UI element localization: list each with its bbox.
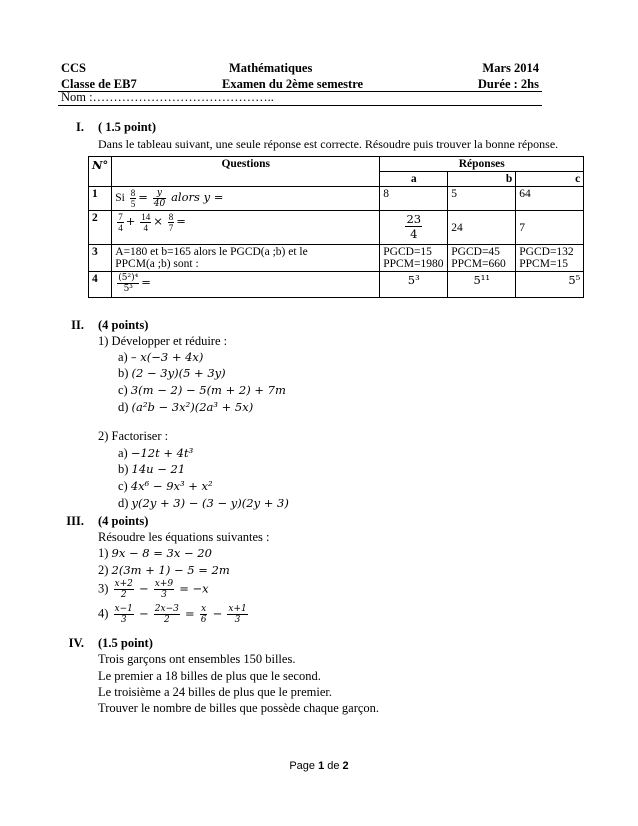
answer-1c: 64 <box>516 187 584 211</box>
name-field: Nom :…………………………………….. <box>61 90 274 104</box>
table-header-row <box>89 157 584 172</box>
question-1: Si $\frac{8}{5}$ = $\frac{y}{40}$ alors y = <box>112 187 380 211</box>
question-3: A=180 et b=165 alors le PGCD(a ;b) et le PPCM(a ;b) sont : <box>112 245 380 272</box>
factor-title: 2) Factoriser : <box>98 429 169 443</box>
develop-item: c) 3(m − 2) − 5(m + 2) + 7m <box>118 383 286 397</box>
factor-item: d) y(2y + 3) − (3 − y)(2y + 3) <box>118 496 289 510</box>
equation-2: 2) 2(3m + 1) − 5 = 2m <box>98 563 230 577</box>
answer-3a: PGCD=15 PPCM=1980 <box>380 245 448 272</box>
table-row <box>89 211 584 245</box>
col-b: b <box>448 172 516 187</box>
section-4-number: IV. <box>68 636 84 650</box>
col-a: a <box>380 172 448 187</box>
page-footer: Page 1 de 2 <box>289 760 349 772</box>
name-divider <box>58 105 542 106</box>
factor-item: c) 4x⁶ − 9x³ + x² <box>118 479 213 493</box>
answer-3b: PGCD=45 PPCM=660 <box>448 245 516 272</box>
exam-title: Examen du 2ème semestre <box>222 77 364 91</box>
section-1-instruction: Dans le tableau suivant, une seule réponse est correcte. Résoudre puis trouver la bonne réponse. <box>98 137 559 151</box>
answer-1b: 5 <box>448 187 516 211</box>
develop-item: b) (2 − 3y)(5 + 3y) <box>118 366 226 380</box>
exam-duration: Durée : 2hs <box>477 77 539 91</box>
problem-line: Le premier a 18 billes de plus que le second. <box>98 669 321 683</box>
answer-2b: 24 <box>448 211 516 245</box>
col-questions: Questions <box>112 157 380 187</box>
page-total: 2 <box>342 760 349 772</box>
col-number: N° <box>89 157 112 187</box>
equation-4: 4) $\frac{x-1}{3}$ − $\frac{2x-3}{2}$ = $\frac{x}{6}$ − $\frac{x+1}{3}$ <box>98 604 247 625</box>
answer-4a: 5³ <box>380 272 448 298</box>
answer-4c: 5⁵ <box>516 272 584 298</box>
table-row <box>89 272 584 298</box>
question-2: $\frac{7}{4}$ + $\frac{14}{4}$ × $\frac{8}{7}$ = <box>112 211 380 245</box>
answer-2c: 7 <box>516 211 584 245</box>
problem-line: Trois garçons ont ensembles 150 billes. <box>98 652 296 666</box>
qcm-table <box>88 156 584 298</box>
table-row <box>89 245 584 272</box>
question-4: $\frac{\text{(5²)⁴}}{\text{5³}}$ = <box>112 272 380 298</box>
exam-date: Mars 2014 <box>482 61 539 75</box>
section-4-points: (1.5 point) <box>98 636 153 650</box>
problem-line: Trouver le nombre de billes que possède chaque garçon. <box>98 701 380 715</box>
page-number: 1 <box>318 760 325 772</box>
develop-item: d) (a²b − 3x²)(2a³ + 5x) <box>118 400 254 414</box>
answer-2a: $\frac{23}{4}$ <box>380 211 448 245</box>
row-number: 3 <box>89 245 112 272</box>
section-3-instruction: Résoudre les équations suivantes : <box>98 530 270 544</box>
equation-1: 1) 9x − 8 = 3x − 20 <box>98 546 212 560</box>
section-2-number: II. <box>71 318 84 332</box>
row-number: 1 <box>89 187 112 211</box>
factor-item: a) −12t + 4t³ <box>118 446 194 460</box>
section-3-points: (4 points) <box>98 514 149 528</box>
row-number: 2 <box>89 211 112 245</box>
col-c: c <box>516 172 584 187</box>
answer-3c: PGCD=132 PPCM=15 <box>516 245 584 272</box>
school-name: CCS <box>61 61 87 75</box>
develop-title: 1) Développer et réduire : <box>98 334 228 348</box>
answer-4b: 5¹¹ <box>448 272 516 298</box>
section-1-points: ( 1.5 point) <box>98 120 156 134</box>
row-number: 4 <box>89 272 112 298</box>
col-reponses: Réponses <box>380 157 584 172</box>
class-name: Classe de EB7 <box>61 77 137 91</box>
subject: Mathématiques <box>229 61 313 75</box>
develop-item: a) – x(−3 + 4x) <box>118 350 204 364</box>
equation-3: 3) $\frac{x+2}{2}$ − $\frac{x+9}{3}$ = −x <box>98 579 209 600</box>
answer-1a: 8 <box>380 187 448 211</box>
section-3-number: III. <box>66 514 84 528</box>
section-1-number: I. <box>76 120 84 134</box>
section-2-points: (4 points) <box>98 318 149 332</box>
factor-item: b) 14u − 21 <box>118 462 186 476</box>
problem-line: Le troisième a 24 billes de plus que le premier. <box>98 685 332 699</box>
table-row <box>89 187 584 211</box>
